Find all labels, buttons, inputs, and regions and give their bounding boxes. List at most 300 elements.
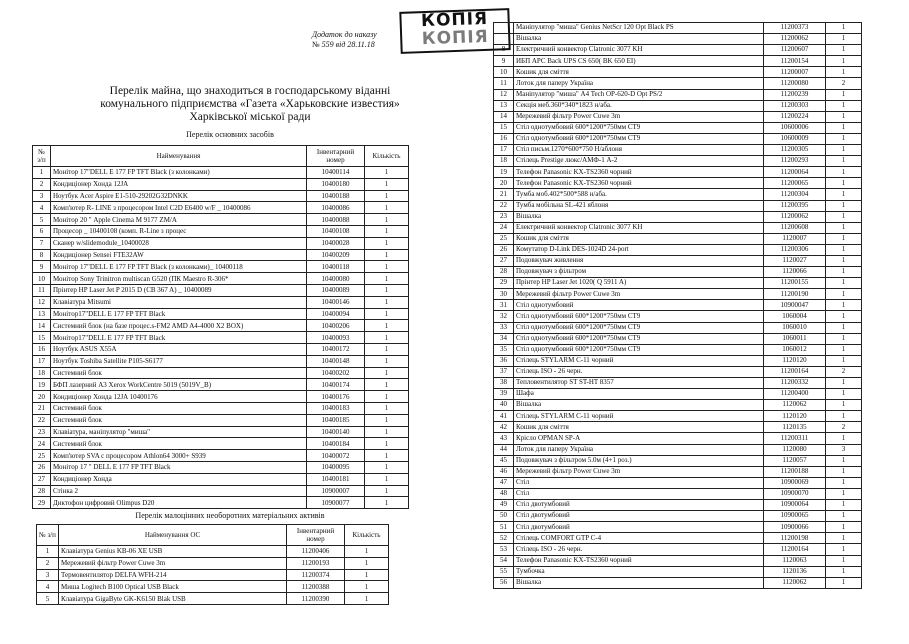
row-inventory-number: 11200607 bbox=[764, 45, 826, 56]
row-inventory-number: 1120027 bbox=[764, 255, 826, 266]
table-row bbox=[494, 455, 862, 466]
row-name: Телефон Panasonic KX-TS2360 чорний bbox=[514, 167, 764, 178]
row-quantity: 1 bbox=[365, 273, 409, 285]
row-name: Мережевий фільтр Power Cuwe 3m bbox=[514, 289, 764, 300]
row-quantity: 1 bbox=[365, 308, 409, 320]
row-name: Крісло OPMAN SP-A bbox=[514, 433, 764, 444]
row-name: Стіл однотумбовий 600*1200*750мм СТ9 bbox=[514, 122, 764, 133]
heading-line-3: Харківської міської ради bbox=[189, 111, 311, 123]
row-number: 13 bbox=[494, 100, 514, 111]
row-name: Монітор 17 " DELL E 177 FP TFT Black bbox=[51, 461, 307, 473]
row-name: Стіл двотумбовий bbox=[514, 522, 764, 533]
table-row bbox=[494, 34, 862, 45]
row-quantity: 1 bbox=[826, 389, 862, 400]
row-number: 34 bbox=[494, 333, 514, 344]
row-inventory-number: 10900069 bbox=[764, 477, 826, 488]
row-inventory-number: 10900070 bbox=[764, 488, 826, 499]
row-name: Стіл однотумбовий 600*1200*750мм СТ9 bbox=[514, 344, 764, 355]
row-quantity: 1 bbox=[365, 497, 409, 509]
row-quantity: 1 bbox=[826, 56, 862, 67]
row-inventory-number: 11200332 bbox=[764, 378, 826, 389]
table-row bbox=[37, 593, 389, 605]
row-number: 29 bbox=[33, 497, 51, 509]
low-value-assets-caption: Перелік малоцінних необоротних матеріальних активів bbox=[135, 511, 325, 520]
row-name: Стінка 2 bbox=[51, 485, 307, 497]
table-row bbox=[494, 533, 862, 544]
row-name: Клавіатура Genius KB-06 XE USB bbox=[59, 546, 287, 558]
table-row bbox=[494, 577, 862, 588]
table-row bbox=[494, 566, 862, 577]
row-number: 13 bbox=[33, 308, 51, 320]
row-quantity: 1 bbox=[365, 367, 409, 379]
row-name: Стіл однотумбовий 600*1200*750мм СТ9 bbox=[514, 133, 764, 144]
table-row bbox=[33, 237, 409, 249]
row-name: Клавіатура, маніпулятор "миша" bbox=[51, 426, 307, 438]
table-row bbox=[494, 267, 862, 278]
row-inventory-number: 1060010 bbox=[764, 322, 826, 333]
row-inventory-number: 10400089 bbox=[307, 284, 365, 296]
header-name: Найменування bbox=[51, 146, 307, 167]
row-quantity: 1 bbox=[365, 261, 409, 273]
table-row bbox=[494, 222, 862, 233]
table-row bbox=[33, 273, 409, 285]
stamp-text: КОПІЯ bbox=[420, 8, 489, 32]
row-quantity: 1 bbox=[365, 355, 409, 367]
row-inventory-number: 1120007 bbox=[764, 233, 826, 244]
row-number: 33 bbox=[494, 322, 514, 333]
row-inventory-number: 10400080 bbox=[307, 273, 365, 285]
row-inventory-number: 10400114 bbox=[307, 167, 365, 179]
table-row bbox=[33, 355, 409, 367]
row-name: Сканер w/slidemodule_10400028 bbox=[51, 237, 307, 249]
row-inventory-number: 1120080 bbox=[764, 444, 826, 455]
row-quantity: 1 bbox=[365, 214, 409, 226]
row-inventory-number: 1120062 bbox=[764, 400, 826, 411]
row-name: Системний блок bbox=[51, 402, 307, 414]
row-inventory-number: 11200406 bbox=[287, 546, 345, 558]
heading-line-1: Перелік майна, що знаходиться в господарському віданні bbox=[109, 85, 391, 97]
row-inventory-number: 1120135 bbox=[764, 422, 826, 433]
continued-assets-table bbox=[493, 22, 862, 589]
row-quantity: 1 bbox=[826, 167, 862, 178]
row-quantity: 1 bbox=[826, 89, 862, 100]
row-name: Тумбочка bbox=[514, 566, 764, 577]
table-row bbox=[33, 402, 409, 414]
row-quantity: 1 bbox=[365, 190, 409, 202]
table-row bbox=[33, 426, 409, 438]
row-inventory-number: 11200395 bbox=[764, 200, 826, 211]
row-number: 43 bbox=[494, 433, 514, 444]
row-number: 15 bbox=[494, 122, 514, 133]
row-inventory-number: 10400148 bbox=[307, 355, 365, 367]
row-name: БФП лазерний А3 Xerox WorkCentre 5019 (5019V_B) bbox=[51, 379, 307, 391]
row-number: 20 bbox=[33, 391, 51, 403]
row-number: 45 bbox=[494, 455, 514, 466]
row-inventory-number: 11200193 bbox=[287, 557, 345, 569]
row-number: 15 bbox=[33, 332, 51, 344]
row-number: 27 bbox=[33, 473, 51, 485]
row-number: 48 bbox=[494, 488, 514, 499]
row-inventory-number: 11200154 bbox=[764, 56, 826, 67]
row-inventory-number: 11200224 bbox=[764, 111, 826, 122]
row-inventory-number: 11200374 bbox=[287, 569, 345, 581]
row-name: Кошик для сміття bbox=[514, 67, 764, 78]
row-number: 14 bbox=[33, 320, 51, 332]
row-number: 3 bbox=[33, 190, 51, 202]
row-quantity: 1 bbox=[365, 402, 409, 414]
table-row bbox=[494, 322, 862, 333]
table-row bbox=[33, 438, 409, 450]
row-inventory-number: 10900065 bbox=[764, 511, 826, 522]
table-row bbox=[494, 378, 862, 389]
table-row bbox=[494, 189, 862, 200]
appendix-date-prefix: від bbox=[335, 40, 346, 49]
row-number: 25 bbox=[33, 450, 51, 462]
row-quantity: 1 bbox=[826, 500, 862, 511]
row-quantity: 1 bbox=[365, 249, 409, 261]
table-row bbox=[33, 414, 409, 426]
row-number: 51 bbox=[494, 522, 514, 533]
row-number: 56 bbox=[494, 577, 514, 588]
row-inventory-number: 11200164 bbox=[764, 366, 826, 377]
row-inventory-number: 11200198 bbox=[764, 533, 826, 544]
row-inventory-number: 10400140 bbox=[307, 426, 365, 438]
row-quantity: 1 bbox=[365, 461, 409, 473]
row-number: 20 bbox=[494, 178, 514, 189]
row-quantity: 1 bbox=[826, 111, 862, 122]
row-quantity: 1 bbox=[365, 167, 409, 179]
row-inventory-number: 10900077 bbox=[307, 497, 365, 509]
row-number: 26 bbox=[494, 244, 514, 255]
row-quantity: 1 bbox=[365, 296, 409, 308]
row-name: Стіл однотумбовий 600*1200*750мм СТ9 bbox=[514, 333, 764, 344]
row-quantity: 2 bbox=[826, 366, 862, 377]
row-inventory-number: 10400180 bbox=[307, 178, 365, 190]
low-value-assets-table bbox=[36, 524, 389, 605]
row-inventory-number: 11200306 bbox=[764, 244, 826, 255]
row-quantity: 1 bbox=[365, 426, 409, 438]
low-value-assets-rows bbox=[37, 546, 389, 605]
row-inventory-number: 11200388 bbox=[287, 581, 345, 593]
table-row bbox=[33, 225, 409, 237]
table-row bbox=[494, 333, 862, 344]
row-quantity: 1 bbox=[826, 378, 862, 389]
row-name: Мережевий фільтр Power Cuwe 3m bbox=[514, 466, 764, 477]
row-inventory-number: 10400093 bbox=[307, 332, 365, 344]
row-quantity: 1 bbox=[826, 333, 862, 344]
heading-line-2: комунального підприємства «Газета «Харьковские известия» bbox=[100, 98, 400, 110]
table-row bbox=[494, 422, 862, 433]
row-name: Стіл однотумбовий bbox=[514, 300, 764, 311]
row-number: 11 bbox=[33, 284, 51, 296]
row-number: 5 bbox=[37, 593, 59, 605]
row-quantity: 1 bbox=[365, 485, 409, 497]
row-inventory-number: 1120136 bbox=[764, 566, 826, 577]
table-row bbox=[33, 473, 409, 485]
row-quantity: 1 bbox=[826, 511, 862, 522]
row-quantity: 1 bbox=[826, 23, 862, 34]
row-number: 8 bbox=[33, 249, 51, 261]
row-name: Стілець STYLARM C-11 чорний bbox=[514, 411, 764, 422]
row-inventory-number: 11200608 bbox=[764, 222, 826, 233]
table-row bbox=[33, 450, 409, 462]
row-name: Кондиціонер Хонда bbox=[51, 473, 307, 485]
row-number: 8 bbox=[494, 45, 514, 56]
row-inventory-number: 1120063 bbox=[764, 555, 826, 566]
row-number: 46 bbox=[494, 466, 514, 477]
row-name: Шафа bbox=[514, 389, 764, 400]
row-inventory-number: 11200064 bbox=[764, 167, 826, 178]
row-inventory-number: 11200190 bbox=[764, 289, 826, 300]
row-inventory-number: 1060011 bbox=[764, 333, 826, 344]
row-quantity: 1 bbox=[345, 557, 389, 569]
row-number: 4 bbox=[33, 202, 51, 214]
row-name: Телефон Panasonic KX-TS2360 чорний bbox=[514, 178, 764, 189]
row-number: 19 bbox=[494, 167, 514, 178]
row-name: Електричний конвектор Clatronic 3077 KH bbox=[514, 222, 764, 233]
row-inventory-number: 10400184 bbox=[307, 438, 365, 450]
table-row bbox=[494, 544, 862, 555]
row-name: Процесор _ 10400108 (комп. R-Line з процес bbox=[51, 225, 307, 237]
row-quantity: 1 bbox=[826, 233, 862, 244]
row-number: 38 bbox=[494, 378, 514, 389]
row-quantity: 1 bbox=[826, 34, 862, 45]
row-inventory-number: 10400072 bbox=[307, 450, 365, 462]
table-row bbox=[33, 202, 409, 214]
row-inventory-number: 11200062 bbox=[764, 211, 826, 222]
row-name: Стіл однотумбовий 600*1200*750мм СТ9 bbox=[514, 322, 764, 333]
row-number: 31 bbox=[494, 300, 514, 311]
table-row bbox=[33, 485, 409, 497]
table-row bbox=[37, 581, 389, 593]
row-inventory-number: 11200164 bbox=[764, 544, 826, 555]
row-number: 16 bbox=[33, 343, 51, 355]
row-quantity: 1 bbox=[826, 566, 862, 577]
table-row bbox=[494, 466, 862, 477]
row-quantity: 1 bbox=[365, 284, 409, 296]
table-row bbox=[494, 133, 862, 144]
row-quantity: 1 bbox=[826, 477, 862, 488]
row-number: 3 bbox=[37, 569, 59, 581]
row-inventory-number: 11200080 bbox=[764, 78, 826, 89]
row-number: 17 bbox=[33, 355, 51, 367]
row-quantity: 1 bbox=[365, 379, 409, 391]
row-inventory-number: 10400209 bbox=[307, 249, 365, 261]
row-number: 47 bbox=[494, 477, 514, 488]
appendix-date: 28.11.18 bbox=[347, 40, 375, 49]
row-name: Мережевий фільтр Power Cuwe 3m bbox=[59, 557, 287, 569]
row-inventory-number: 10400188 bbox=[307, 190, 365, 202]
row-quantity: 1 bbox=[826, 411, 862, 422]
row-quantity: 2 bbox=[826, 78, 862, 89]
table-row bbox=[494, 56, 862, 67]
row-name: Вішалка bbox=[514, 400, 764, 411]
row-number: 53 bbox=[494, 544, 514, 555]
table-row bbox=[494, 289, 862, 300]
row-name: Комп'ютер R- LINE з процесором Intel C2D E6400 w/F _ 10400086 bbox=[51, 202, 307, 214]
row-name: Вішалка bbox=[514, 34, 764, 45]
row-quantity: 1 bbox=[345, 581, 389, 593]
row-quantity: 1 bbox=[345, 546, 389, 558]
continued-assets-rows bbox=[494, 23, 862, 589]
row-number: 52 bbox=[494, 533, 514, 544]
row-number: 10 bbox=[33, 273, 51, 285]
row-inventory-number: 10400206 bbox=[307, 320, 365, 332]
row-number: 18 bbox=[494, 156, 514, 167]
row-quantity: 1 bbox=[826, 311, 862, 322]
row-number: 12 bbox=[33, 296, 51, 308]
row-name: Електричний конвектор Clatronic 3077 KH bbox=[514, 45, 764, 56]
row-inventory-number: 11200155 bbox=[764, 278, 826, 289]
row-number: 22 bbox=[494, 200, 514, 211]
table-row bbox=[33, 308, 409, 320]
row-inventory-number: 11200065 bbox=[764, 178, 826, 189]
row-quantity: 1 bbox=[345, 593, 389, 605]
row-inventory-number: 10400202 bbox=[307, 367, 365, 379]
row-name: Стілець ISO - 26 черн. bbox=[514, 544, 764, 555]
table-row bbox=[494, 211, 862, 222]
row-inventory-number: 11200007 bbox=[764, 67, 826, 78]
row-name: Подовжувач з фільтром 5.0м (4+1 роз.) bbox=[514, 455, 764, 466]
row-inventory-number: 10900066 bbox=[764, 522, 826, 533]
table-row bbox=[494, 111, 862, 122]
row-name: Стілець Prestige люкс/АМФ-1 А-2 bbox=[514, 156, 764, 167]
row-number: 17 bbox=[494, 145, 514, 156]
row-quantity: 1 bbox=[826, 355, 862, 366]
table-row bbox=[494, 344, 862, 355]
row-quantity: 1 bbox=[826, 133, 862, 144]
row-quantity: 1 bbox=[826, 300, 862, 311]
row-number: 49 bbox=[494, 500, 514, 511]
table-row bbox=[33, 214, 409, 226]
table-row bbox=[494, 511, 862, 522]
table-row bbox=[33, 332, 409, 344]
row-number: 26 bbox=[33, 461, 51, 473]
row-name: Стіл bbox=[514, 488, 764, 499]
row-name: Монітор 17"DELL E 177 FP TFT Black (з колонками)_ 10400118 bbox=[51, 261, 307, 273]
row-name: Маніпулятор "миша" Genius NetScr 120 Opt Black PS bbox=[514, 23, 764, 34]
row-quantity: 1 bbox=[826, 278, 862, 289]
row-quantity: 1 bbox=[365, 414, 409, 426]
row-quantity: 1 bbox=[826, 45, 862, 56]
row-inventory-number: 10900007 bbox=[307, 485, 365, 497]
row-number: 35 bbox=[494, 344, 514, 355]
table-header-row bbox=[33, 146, 409, 167]
table-row bbox=[33, 296, 409, 308]
fixed-assets-table bbox=[32, 145, 409, 509]
row-quantity: 1 bbox=[365, 450, 409, 462]
table-row bbox=[494, 100, 862, 111]
table-row bbox=[33, 461, 409, 473]
table-row bbox=[494, 233, 862, 244]
row-inventory-number: 1120062 bbox=[764, 577, 826, 588]
appendix-number-prefix: № bbox=[312, 40, 320, 49]
row-name: Клавіатура Mitsumi bbox=[51, 296, 307, 308]
row-inventory-number: 11200373 bbox=[764, 23, 826, 34]
table-row bbox=[494, 255, 862, 266]
row-number: 24 bbox=[494, 222, 514, 233]
row-name: Прінтер HP Laser Jet P 2015 D (CB 367 A) _ 10400089 bbox=[51, 284, 307, 296]
row-name: Монітор17"DELL E 177 FP TFT Black bbox=[51, 308, 307, 320]
table-row bbox=[494, 78, 862, 89]
row-name: Стілець ISO - 26 черн. bbox=[514, 366, 764, 377]
table-row bbox=[494, 45, 862, 56]
appendix-number-line bbox=[312, 40, 377, 50]
row-quantity: 1 bbox=[826, 533, 862, 544]
row-quantity: 1 bbox=[826, 544, 862, 555]
row-quantity: 1 bbox=[365, 332, 409, 344]
row-inventory-number: 10400118 bbox=[307, 261, 365, 273]
row-number: 4 bbox=[37, 581, 59, 593]
row-quantity: 1 bbox=[365, 473, 409, 485]
row-quantity: 1 bbox=[365, 225, 409, 237]
row-inventory-number: 10900047 bbox=[764, 300, 826, 311]
row-number: 14 bbox=[494, 111, 514, 122]
table-row bbox=[33, 343, 409, 355]
document-heading bbox=[60, 85, 440, 124]
row-quantity: 1 bbox=[365, 320, 409, 332]
row-name: Кондиціонер Хонда 12JA 10400176 bbox=[51, 391, 307, 403]
row-name: Телефон Panasonic KX-TS2360 чорний bbox=[514, 555, 764, 566]
row-name: Системний блок bbox=[51, 414, 307, 426]
row-name: Тумба моб.402*500*588 н/аба. bbox=[514, 189, 764, 200]
row-quantity: 1 bbox=[826, 200, 862, 211]
row-name: Подовжувач живлення bbox=[514, 255, 764, 266]
row-inventory-number: 10400174 bbox=[307, 379, 365, 391]
table-row bbox=[494, 488, 862, 499]
row-quantity: 1 bbox=[826, 466, 862, 477]
row-number: 16 bbox=[494, 133, 514, 144]
row-quantity: 1 bbox=[826, 400, 862, 411]
row-number: 32 bbox=[494, 311, 514, 322]
row-name: Стіл письм.1270*600*750 Н/аблоня bbox=[514, 145, 764, 156]
row-quantity: 1 bbox=[365, 391, 409, 403]
row-name: Кошик для сміття bbox=[514, 233, 764, 244]
row-inventory-number: 10600009 bbox=[764, 133, 826, 144]
header-name: Найменування ОС bbox=[59, 525, 287, 546]
row-inventory-number: 10400176 bbox=[307, 391, 365, 403]
table-row bbox=[494, 278, 862, 289]
table-row bbox=[494, 389, 862, 400]
row-number: 18 bbox=[33, 367, 51, 379]
row-quantity: 1 bbox=[826, 433, 862, 444]
row-quantity: 1 bbox=[826, 145, 862, 156]
row-number: 36 bbox=[494, 355, 514, 366]
row-name: Монітор17"DELL E 177 FP TFT Black bbox=[51, 332, 307, 344]
row-name: Диктофон цифровий Olimpus D20 bbox=[51, 497, 307, 509]
table-row bbox=[494, 366, 862, 377]
row-name: Стілець STYLARM C-11 чорний bbox=[514, 355, 764, 366]
row-number: 40 bbox=[494, 400, 514, 411]
row-number: 21 bbox=[33, 402, 51, 414]
fixed-assets-rows bbox=[33, 167, 409, 509]
table-row bbox=[33, 379, 409, 391]
row-name: Стіл двотумбовий bbox=[514, 500, 764, 511]
row-quantity: 1 bbox=[365, 438, 409, 450]
row-inventory-number: 10400095 bbox=[307, 461, 365, 473]
row-number: 24 bbox=[33, 438, 51, 450]
row-name: Секція меб.360*340*1823 н/аба. bbox=[514, 100, 764, 111]
row-inventory-number: 10400028 bbox=[307, 237, 365, 249]
row-number: 41 bbox=[494, 411, 514, 422]
row-inventory-number: 10400108 bbox=[307, 225, 365, 237]
table-row bbox=[494, 355, 862, 366]
row-inventory-number: 10400094 bbox=[307, 308, 365, 320]
appendix-number: 559 bbox=[321, 40, 334, 49]
header-quantity: Кількість bbox=[365, 146, 409, 167]
table-row bbox=[494, 300, 862, 311]
row-quantity: 1 bbox=[826, 555, 862, 566]
